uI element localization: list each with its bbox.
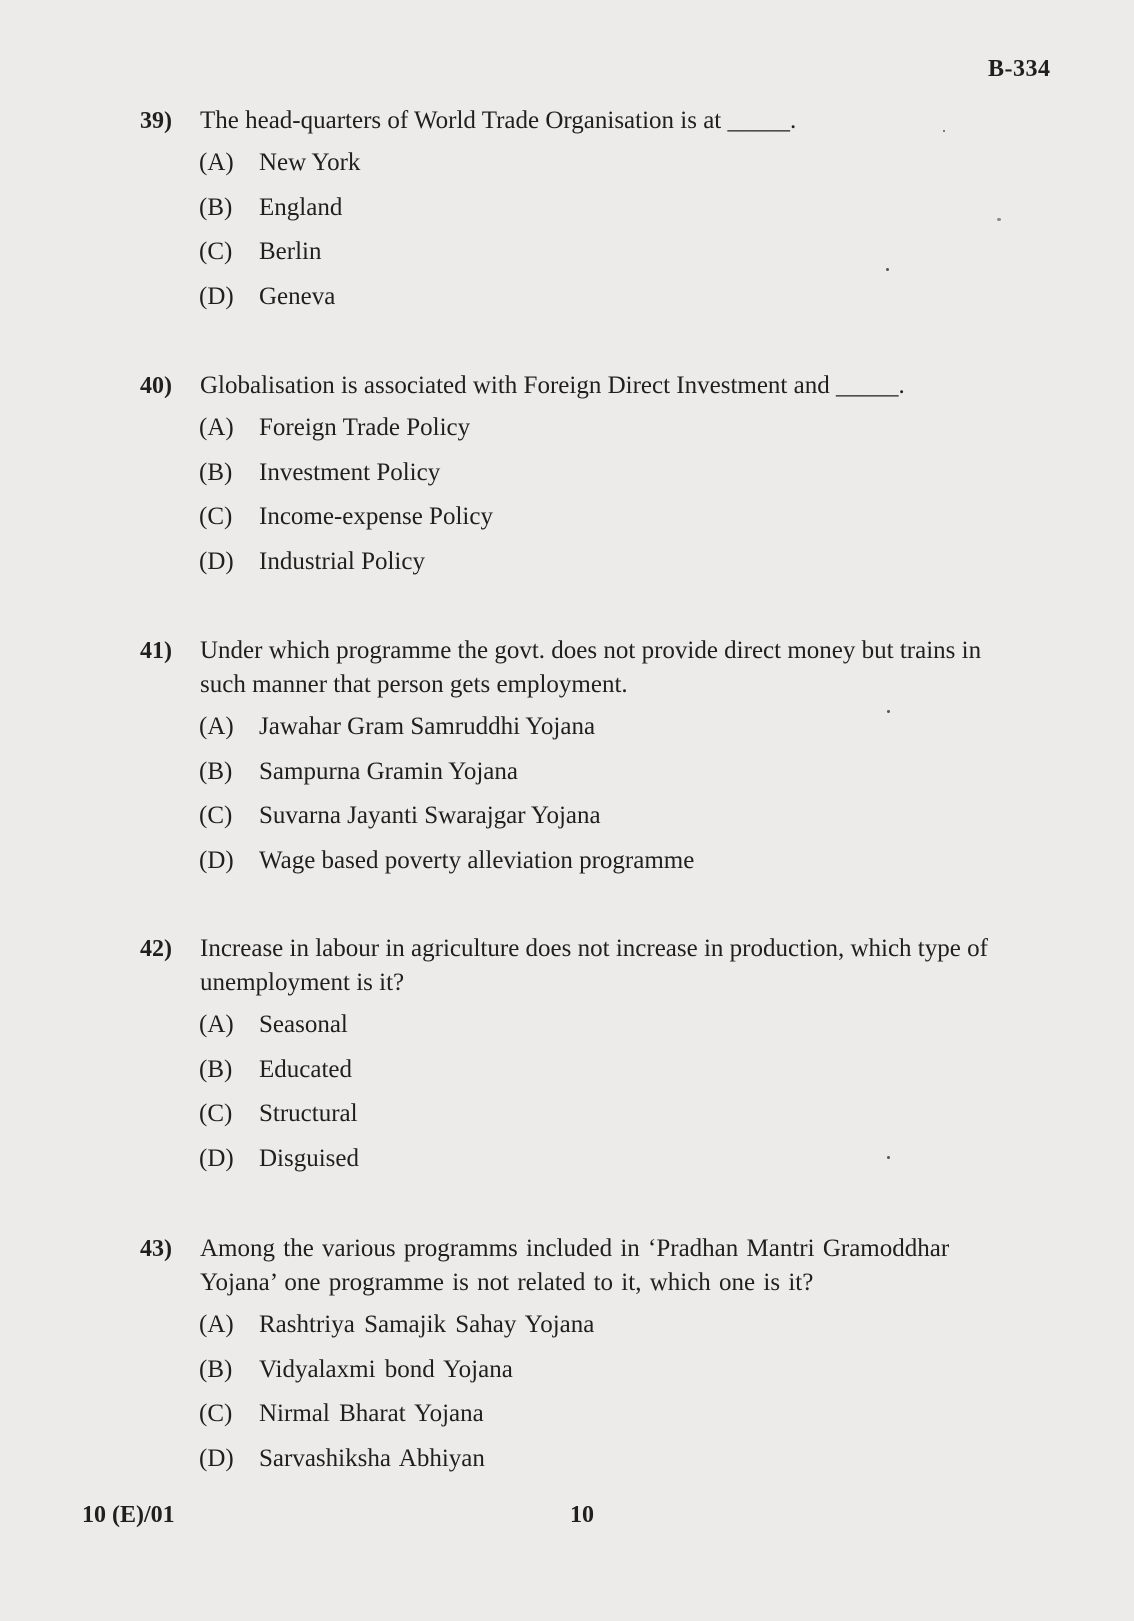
paper-code: B-334: [988, 56, 1051, 82]
option-list: [199, 1308, 1000, 1486]
scan-speck: [943, 130, 945, 132]
question-text: Under which programme the govt. does not provide direct money but trains in such manner that person gets employment.: [200, 637, 982, 698]
option-text: Sarvashiksha Abhiyan: [259, 1444, 485, 1472]
question-42: [140, 932, 1000, 1186]
question-number: 40): [140, 373, 172, 399]
question-text: Among the various programms included in ‘Pradhan Mantri Gramoddhar Yojana’ one programme is not related to it, which one is it?: [200, 1235, 950, 1296]
option-a: [199, 411, 1000, 456]
question-43: [140, 1232, 1000, 1486]
option-d: [199, 844, 1000, 889]
question-number: 42): [140, 936, 172, 962]
question-text: The head-quarters of World Trade Organisation is at _____.: [200, 107, 797, 134]
question-39: [140, 104, 1000, 324]
option-label: (D): [199, 1444, 234, 1472]
option-text: Investment Policy: [259, 458, 441, 486]
scan-speck: [887, 710, 890, 713]
option-text: Nirmal Bharat Yojana: [259, 1400, 484, 1427]
question-text: Globalisation is associated with Foreign Direct Investment and _____.: [200, 372, 905, 399]
option-c: [199, 799, 1000, 844]
option-b: [199, 1053, 1000, 1098]
question-number: 39): [140, 108, 172, 134]
option-a: [199, 1308, 1000, 1353]
scan-speck: [886, 268, 889, 271]
option-text: Rashtriya Samajik Sahay Yojana: [259, 1311, 595, 1338]
option-a: [199, 710, 1000, 755]
question-number: 41): [140, 638, 172, 664]
page-number: 10: [570, 1502, 594, 1528]
option-list: [199, 411, 1000, 589]
option-label: (C): [199, 1400, 233, 1427]
option-label: (A): [199, 414, 234, 441]
option-d: [199, 545, 1000, 590]
option-c: [199, 235, 1000, 280]
question-text: Increase in labour in agriculture does not increase in production, which type of unemployment is it?: [200, 935, 988, 996]
option-c: [199, 1397, 1000, 1442]
option-label: (A): [199, 149, 234, 176]
option-label: (D): [199, 1144, 234, 1172]
option-d: [199, 1142, 1000, 1187]
option-a: [199, 1008, 1000, 1053]
option-text: Jawahar Gram Samruddhi Yojana: [259, 713, 596, 740]
scan-speck: [997, 218, 1001, 221]
option-text: England: [259, 193, 343, 221]
option-label: (A): [199, 713, 234, 740]
option-text: Geneva: [259, 282, 336, 310]
option-label: (C): [199, 802, 233, 829]
option-c: [199, 500, 1000, 545]
option-b: [199, 191, 1000, 236]
option-text: Suvarna Jayanti Swarajgar Yojana: [259, 802, 601, 829]
option-label: (D): [199, 282, 234, 310]
option-list: [199, 710, 1000, 888]
option-label: (A): [199, 1311, 234, 1338]
question-number: 43): [140, 1236, 172, 1262]
option-b: [199, 755, 1000, 800]
scan-speck: [887, 1156, 890, 1159]
option-label: (C): [199, 238, 233, 265]
option-label: (B): [199, 458, 233, 486]
option-d: [199, 280, 1000, 325]
option-text: Disguised: [259, 1144, 359, 1172]
question-41: [140, 634, 1000, 888]
option-text: Income-expense Policy: [259, 503, 493, 530]
option-label: (B): [199, 1355, 233, 1383]
option-d: [199, 1442, 1000, 1487]
option-label: (D): [199, 547, 234, 575]
option-c: [199, 1097, 1000, 1142]
footer-code: 10 (E)/01: [82, 1502, 175, 1528]
option-text: Seasonal: [259, 1011, 348, 1038]
option-b: [199, 456, 1000, 501]
option-text: Wage based poverty alleviation programme: [259, 846, 695, 874]
option-b: [199, 1353, 1000, 1398]
option-text: Sampurna Gramin Yojana: [259, 757, 518, 785]
option-label: (A): [199, 1011, 234, 1038]
option-text: New York: [259, 149, 361, 176]
option-a: [199, 146, 1000, 191]
option-text: Industrial Policy: [259, 547, 425, 575]
question-40: [140, 369, 1000, 589]
option-text: Structural: [259, 1100, 358, 1127]
option-text: Foreign Trade Policy: [259, 414, 471, 441]
option-text: Vidyalaxmi bond Yojana: [259, 1355, 513, 1383]
option-label: (D): [199, 846, 234, 874]
option-label: (C): [199, 503, 233, 530]
option-label: (B): [199, 757, 233, 785]
option-label: (C): [199, 1100, 233, 1127]
option-list: [199, 1008, 1000, 1186]
option-label: (B): [199, 193, 233, 221]
option-list: [199, 146, 1000, 324]
option-text: Berlin: [259, 238, 322, 265]
option-text: Educated: [259, 1055, 353, 1083]
option-label: (B): [199, 1055, 233, 1083]
